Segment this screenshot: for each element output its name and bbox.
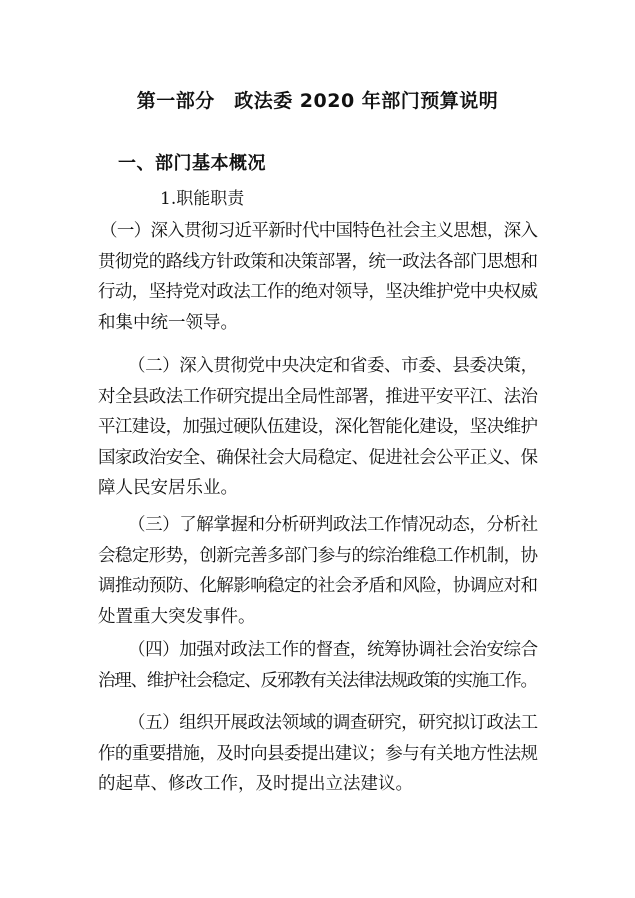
paragraph-line: 治理、维护社会稳定、反邪教有关法律法规政策的实施工作。	[98, 670, 537, 691]
paragraph-line: 行动，坚持党对政法工作的绝对领导，坚决维护党中央权威	[98, 282, 538, 302]
paragraph-line: （一）深入贯彻习近平新时代中国特色社会主义思想，深入	[100, 221, 538, 241]
paragraph-line: 的起草、修改工作，及时提出立法建议。	[98, 774, 413, 794]
paragraph-line: （三）了解掌握和分析研判政法工作情况动态，分析社	[128, 515, 538, 535]
sub-heading: 1.职能职责	[160, 189, 245, 209]
paragraph-line: 会稳定形势，创新完善多部门参与的综治维稳工作机制，协	[98, 545, 538, 566]
paragraph-line: 调推动预防、化解影响稳定的社会矛盾和风险，协调应对和	[98, 576, 538, 596]
paragraph-line: 和集中统一领导。	[98, 312, 238, 333]
section-heading: 一、部门基本概况	[118, 153, 266, 174]
paragraph-line: （五）组织开展政法领域的调查研究，研究拟订政法工	[128, 713, 538, 733]
paragraph-line: 平江建设，加强过硬队伍建设，深化智能化建设，坚决维护	[98, 417, 538, 437]
paragraph-line: 贯彻党的路线方针政策和决策部署，统一政法各部门思想和	[98, 251, 538, 272]
paragraph-line: 对全县政法工作研究提出全局性部署，推进平安平江、法治	[98, 386, 538, 407]
paragraph-line: 作的重要措施，及时向县委提出建议；参与有关地方性法规	[98, 743, 538, 764]
paragraph-line: 处置重大突发事件。	[98, 606, 256, 627]
paragraph-line: （四）加强对政法工作的督查，统筹协调社会治安综合	[128, 640, 538, 660]
paragraph-line: 国家政治安全、确保社会大局稳定、促进社会公平正义、保	[98, 447, 538, 468]
paragraph-line: （二）深入贯彻党中央决定和省委、市委、县委决策，	[128, 356, 538, 376]
paragraph-line: 障人民安居乐业。	[98, 478, 238, 498]
document-title: 第一部分 政法委 2020 年部门预算说明	[136, 90, 499, 112]
